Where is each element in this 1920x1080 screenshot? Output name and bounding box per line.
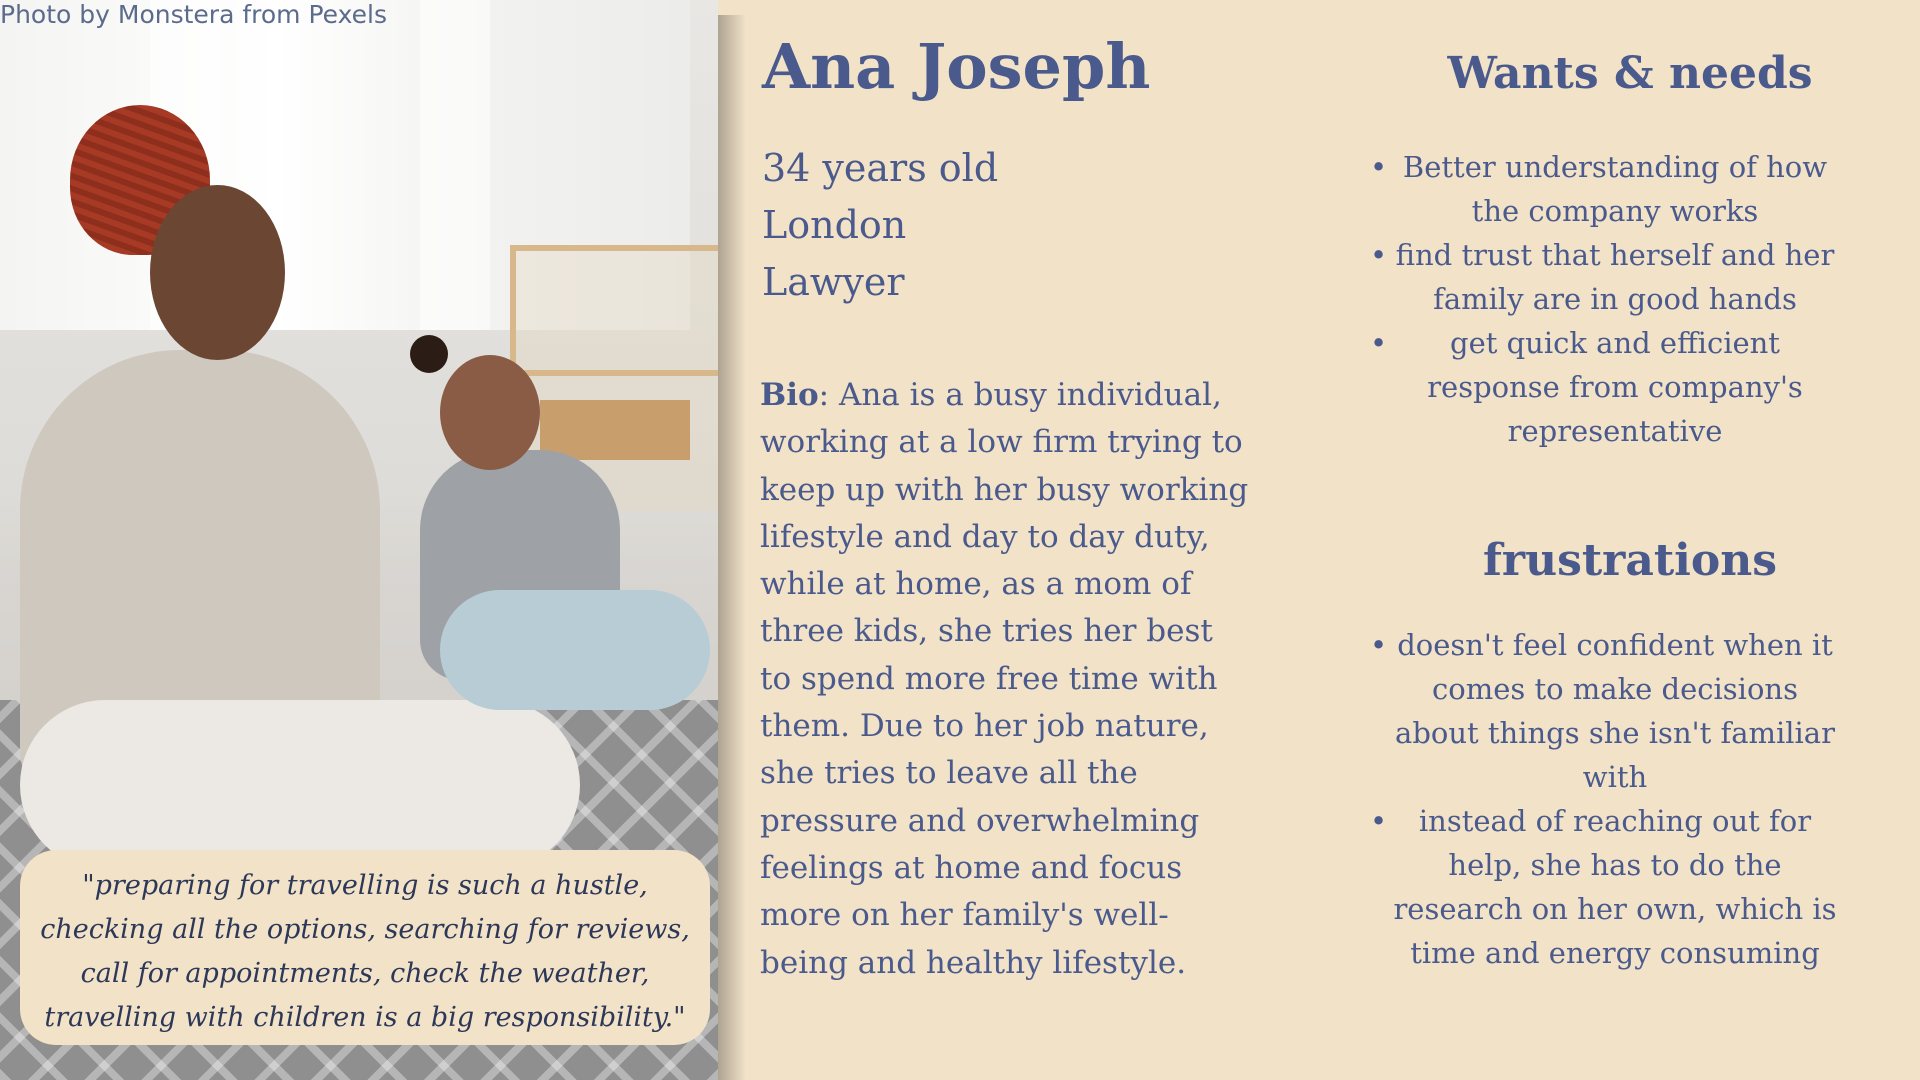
list-item: • instead of reaching out for help, she has to do the research on her own, which is time and energy consuming: [1360, 799, 1840, 975]
list-item: • doesn't feel confident when it comes to make decisions about things she isn't familiar with: [1360, 623, 1840, 799]
girl-hair-bun: [410, 335, 448, 373]
curtain: [420, 0, 490, 330]
frustrations-list: [1360, 623, 1840, 975]
list-item: • Better understanding of how the company works: [1360, 145, 1840, 233]
persona-facts: [762, 140, 998, 311]
persona-quote: "preparing for travelling is such a hustle, checking all the options, searching for reviews, call for appointments, check the weather, travelling with children is a big responsibility.": [20, 850, 710, 1045]
frustrations-section-heading: [1400, 535, 1860, 586]
girl-head: [440, 355, 540, 470]
persona-city: London: [762, 203, 907, 247]
photo-shadow-divider: [718, 15, 746, 1080]
persona-name: Ana Joseph: [762, 30, 1151, 103]
persona-age: 34 years old: [762, 146, 999, 190]
wants-list: [1360, 145, 1840, 453]
woman-legs: [20, 700, 580, 870]
bio-label: Bio: [760, 377, 819, 413]
wooden-shelf-board: [516, 370, 718, 376]
persona-photo: [0, 0, 718, 1080]
list-item: • get quick and efficient response from company's representative: [1360, 321, 1840, 453]
persona-bio: [760, 372, 1250, 987]
wants-title: Wants & needs: [1447, 48, 1813, 99]
storage-box: [540, 400, 690, 460]
persona-job: Lawyer: [762, 260, 905, 304]
woman-head: [150, 185, 285, 360]
frustrations-title: frustrations: [1482, 535, 1778, 586]
wants-section-heading: [1400, 48, 1860, 99]
girl-legs: [440, 590, 710, 710]
photo-credit: Photo by Monstera from Pexels: [0, 0, 387, 29]
bio-text: : Ana is a busy individual, working at a low firm trying to keep up with her busy working lifestyle and day to day duty, while at home, as a mom of three kids, she tries her best to spend more free time with them. Due to her job nature, she tries to leave all the pressure and overwhelming feelings at home and focus more on her family's well-being and healthy lifestyle.: [760, 377, 1249, 981]
list-item: • find trust that herself and her family are in good hands: [1360, 233, 1840, 321]
